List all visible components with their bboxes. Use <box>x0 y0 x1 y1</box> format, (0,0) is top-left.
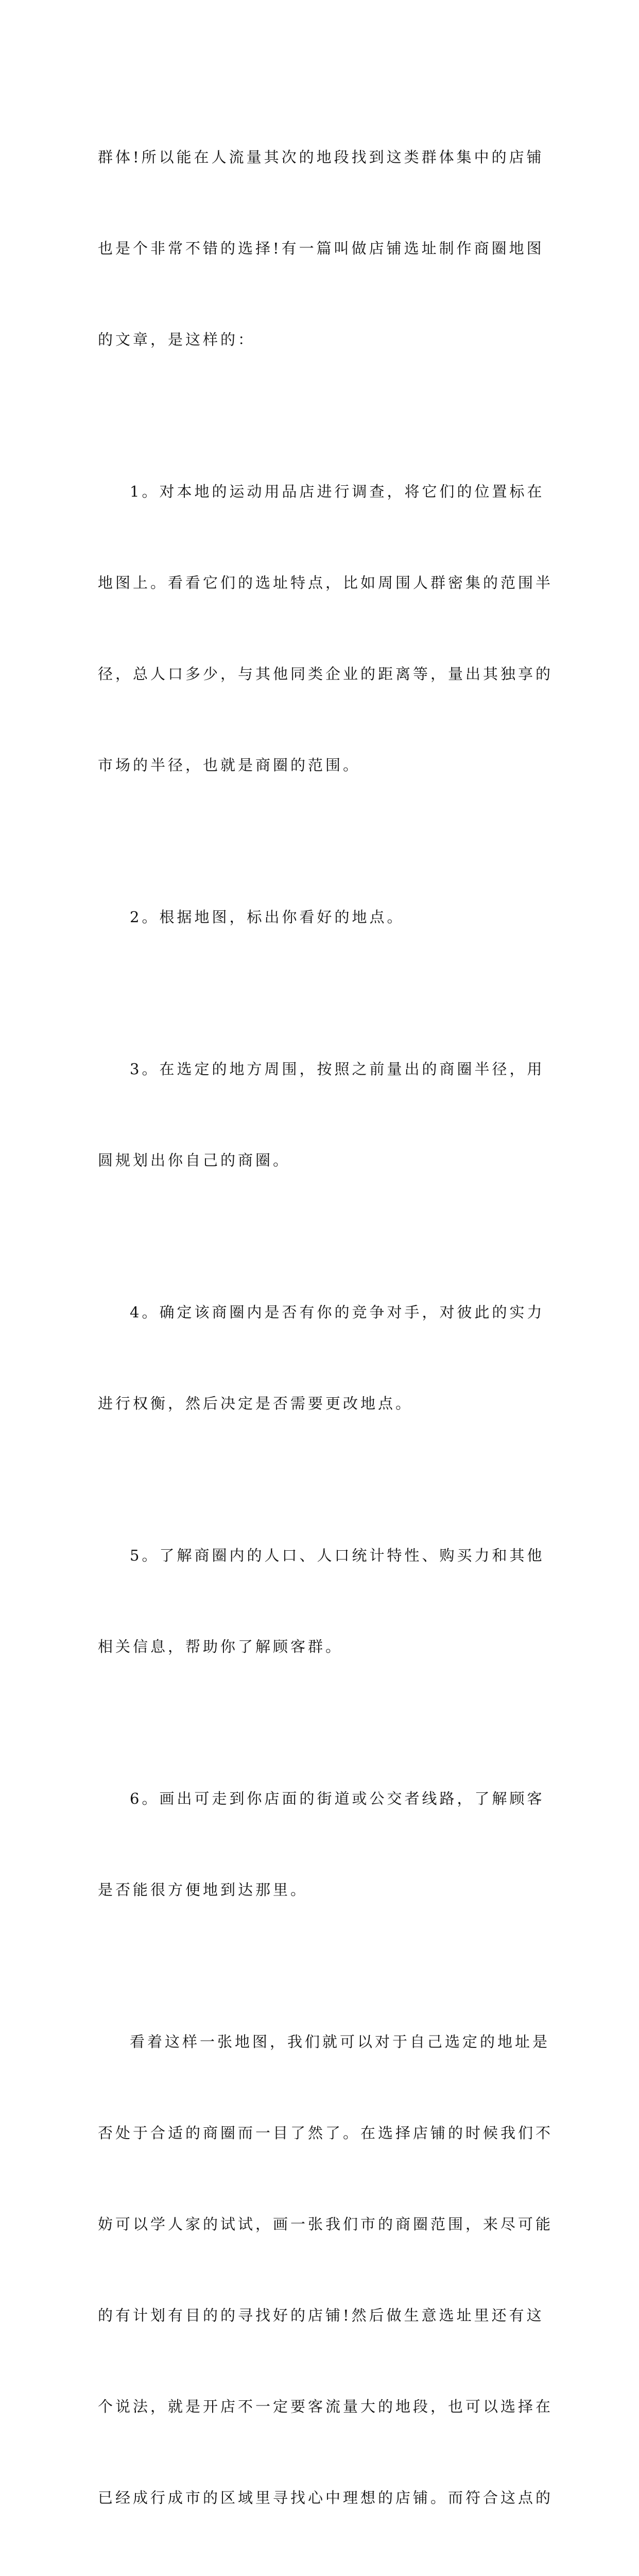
text-line: 也是个非常不错的选择!有一篇叫做店铺选址制作商圈地图 <box>98 240 544 257</box>
text-line: 看着这样一张地图，我们就可以对于自己选定的地址是 <box>130 2033 550 2050</box>
text-line: 群体!所以能在人流量其次的地段找到这类群体集中的店铺 <box>98 148 544 166</box>
text-line: 相关信息，帮助你了解顾客群。 <box>98 1638 343 1655</box>
text-line: 5。了解商圈内的人口、人口统计特性、购买力和其他 <box>130 1547 545 1564</box>
paragraph-conclusion <box>98 1966 554 2576</box>
paragraph-step-1 <box>98 416 554 841</box>
text-line: 的文章，是这样的： <box>98 331 256 348</box>
text-line: 否处于合适的商圈而一目了然了。在选择店铺的时候我们不 <box>98 2124 554 2142</box>
text-line: 进行权衡，然后决定是否需要更改地点。 <box>98 1395 413 1412</box>
text-line: 圆规划出你自己的商圈。 <box>98 1151 291 1169</box>
paragraph-step-6 <box>98 1723 545 1966</box>
text-line: 的有计划有目的的寻找好的店铺!然后做生意选址里还有这 <box>98 2307 544 2324</box>
paragraph-step-4 <box>98 1236 545 1480</box>
text-line: 1。对本地的运动用品店进行调查，将它们的位置标在 <box>130 483 545 500</box>
paragraph-intro <box>98 81 544 416</box>
paragraph-step-3 <box>98 993 545 1236</box>
text-line: 已经成行成市的区域里寻找心中理想的店铺。而符合这点的 <box>98 2489 554 2506</box>
text-line: 2。根据地图，标出你看好的地点。 <box>130 908 405 926</box>
text-line: 地图上。看看它们的选址特点，比如周围人群密集的范围半 <box>98 574 554 591</box>
text-line: 6。画出可走到你店面的街道或公交者线路，了解顾客 <box>130 1790 545 1807</box>
text-line: 个说法，就是开店不一定要客流量大的地段，也可以选择在 <box>98 2398 554 2415</box>
text-line: 市场的半径，也就是商圈的范围。 <box>98 756 361 774</box>
paragraph-step-5 <box>98 1480 545 1723</box>
text-line: 是否能很方便地到达那里。 <box>98 1881 308 1899</box>
text-line: 妨可以学人家的试试，画一张我们市的商圈范围，来尽可能 <box>98 2215 554 2233</box>
text-line: 径，总人口多少，与其他同类企业的距离等，量出其独享的 <box>98 665 554 683</box>
paragraph-step-2 <box>98 841 541 993</box>
text-line: 3。在选定的地方周围，按照之前量出的商圈半径，用 <box>130 1060 545 1078</box>
text-line: 4。确定该商圈内是否有你的竞争对手，对彼此的实力 <box>130 1303 545 1321</box>
text-line <box>98 2574 541 2576</box>
document-body <box>98 81 554 2576</box>
